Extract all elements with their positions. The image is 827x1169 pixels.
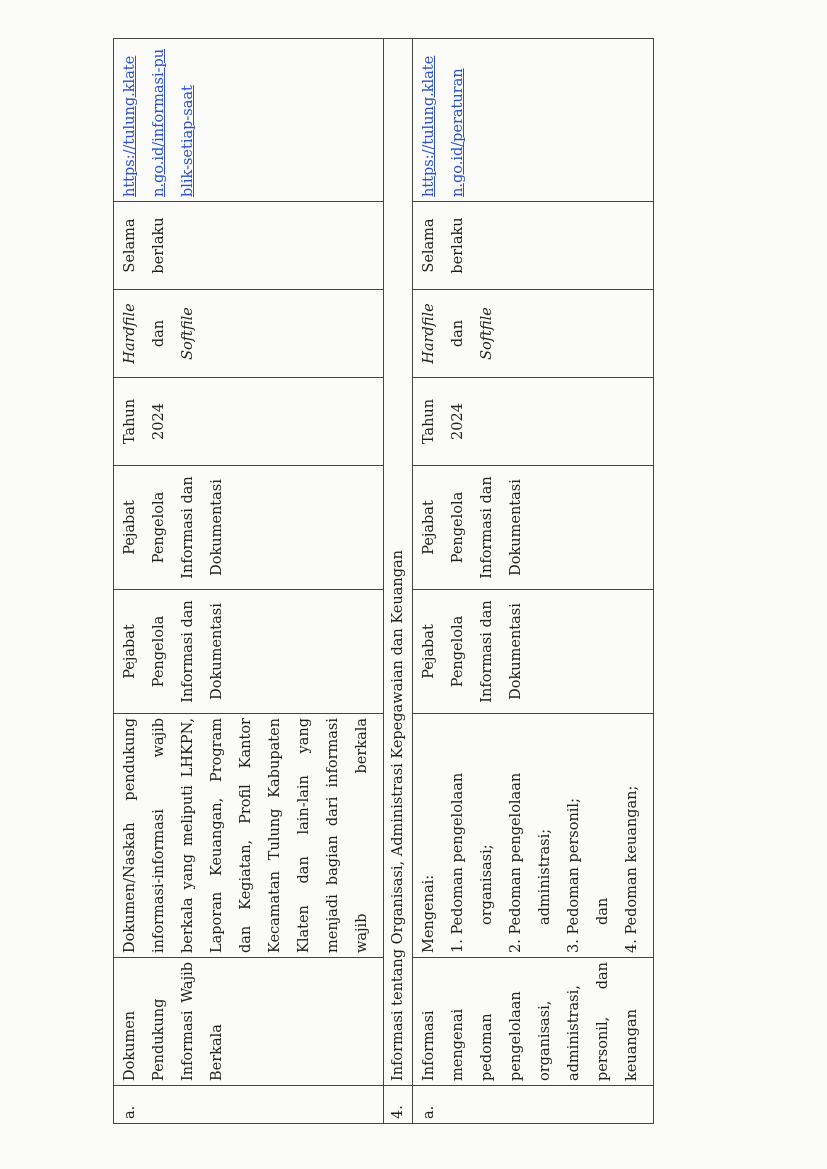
information-name-cell (114, 958, 384, 1086)
controller-cell: Pejabat Pengelola Informasi dan Dokumentasi (114, 590, 384, 714)
row-number: a. (114, 1086, 384, 1124)
information-link[interactable]: https://tulung.klaten.go.id/peraturan (421, 55, 466, 197)
link-cell (114, 39, 384, 202)
section-heading-row (384, 39, 413, 1124)
information-link[interactable]: https://tulung.klaten.go.id/informasi-publik-setiap-saat (122, 48, 196, 197)
controller-cell: Pejabat Pengelola Informasi dan Dokumentasi (413, 590, 654, 714)
summary-item-2-cont: administrasi; (537, 828, 553, 925)
format-softfile: Softfile (180, 307, 196, 360)
summary-text: Dokumen/Naskah pendukung informasi-informasi wajib berkala yang meliputi LHKPN, Laporan Keuangan, Program dan Kegiatan, Profil Kantor Kecamatan Tulung Kabupaten Klaten dan lain-lain yang menjadi bagian dari informasi wajib berkala (122, 718, 370, 953)
summary-cell (413, 714, 654, 958)
responsible-cell: Pejabat Pengelola Informasi dan Dokumentasi (413, 466, 654, 590)
information-name: Dokumen Pendukung Informasi Wajib Berkala (122, 962, 225, 1081)
table-row (114, 39, 384, 1124)
format-hardfile: Hardfile (122, 303, 138, 364)
time-cell: Tahun 2024 (114, 378, 384, 466)
format-cell (114, 290, 384, 378)
format-softfile: Softfile (479, 307, 495, 360)
row-number: a. (413, 1086, 654, 1124)
rotated-page-content (113, 39, 640, 1124)
information-name: Informasi mengenai pedoman pengelolaan organisasi, administrasi, personil, dan keuangan (421, 962, 640, 1081)
section-title: Informasi tentang Organisasi, Administrasi Kepegawaian dan Keuangan (384, 39, 413, 1086)
responsible-cell: Pejabat Pengelola Informasi dan Dokumentasi (114, 466, 384, 590)
format-and: dan (450, 319, 466, 348)
summary-item-3: 3. Pedoman personil; (566, 798, 582, 953)
section-number: 4. (384, 1086, 413, 1124)
summary-item-2: 2. Pedoman pengelolaan (508, 772, 524, 953)
public-information-table (113, 38, 654, 1124)
summary-intro: Mengenai: (421, 874, 437, 953)
time-cell: Tahun 2024 (413, 378, 654, 466)
summary-item-4: 4. Pedoman keuangan; (624, 785, 640, 953)
summary-item-1: 1. Pedoman pengelolaan (450, 772, 466, 953)
format-and: dan (151, 319, 167, 348)
summary-item-3-cont: dan (595, 897, 611, 925)
format-cell (413, 290, 654, 378)
link-cell (413, 39, 654, 202)
retention-cell: Selama berlaku (413, 202, 654, 290)
table-row (413, 39, 654, 1124)
retention-cell: Selama berlaku (114, 202, 384, 290)
summary-item-1-cont: organisasi; (479, 844, 495, 925)
information-name-cell (413, 958, 654, 1086)
format-hardfile: Hardfile (421, 303, 437, 364)
summary-cell (114, 714, 384, 958)
